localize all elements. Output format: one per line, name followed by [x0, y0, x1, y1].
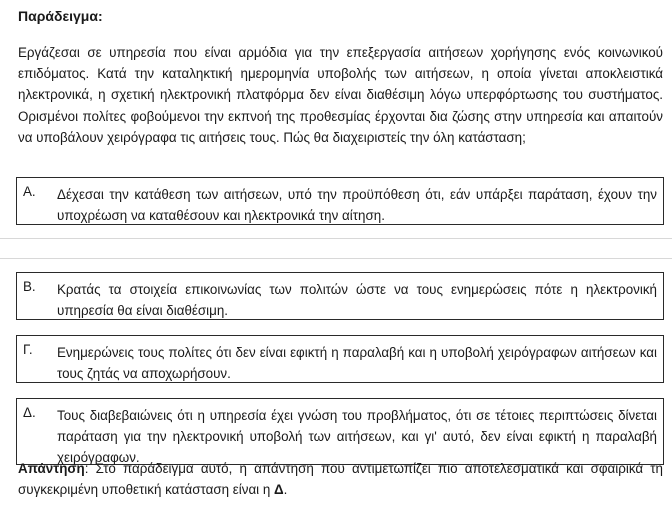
option-text: Τους διαβεβαιώνεις ότι η υπηρεσία έχει γνώση του προβλήματος, ότι σε τέτοιες περιπτώσεις δίνεται παράταση για την ηλεκτρονική υποβολή των αιτήσεων, και γι' αυτό, δεν είναι εφικτή η παραλαβή χειρόγραφων.: [57, 408, 657, 465]
option-letter: Δ.: [23, 405, 36, 420]
option-box-a[interactable]: [16, 177, 664, 225]
answer-end: .: [283, 482, 288, 498]
answer-paragraph: [18, 458, 663, 501]
option-box-b[interactable]: [16, 272, 664, 320]
answer-letter: Δ: [274, 482, 284, 498]
scenario-paragraph: Εργάζεσαι σε υπηρεσία που είναι αρμόδια για την επεξεργασία αιτήσεων χορήγησης ενός κοινωνικού επιδόματος. Κατά την καταληκτική ημερομηνία υποβολής των αιτήσεων, η οποία γίνεται αποκλειστικά ηλεκτρονικά, η σχετική ηλεκτρονική πλατφόρμα δεν είναι διαθέσιμη λόγω υπερφόρτωσης του συστήματος. Ορισμένοι πολίτες φοβούμενοι την εκπνοή της προθεσμίας έρχονται δια ζώσης στην υπηρεσία και απαιτούν να υποβάλουν χειρόγραφα τις αιτήσεις τους. Πώς θα διαχειριστείς την όλη κατάσταση;: [18, 45, 663, 145]
divider: [0, 238, 672, 239]
option-letter: Β.: [23, 279, 36, 294]
option-text: Ενημερώνεις τους πολίτες ότι δεν είναι εφικτή η παραλαβή και η υποβολή χειρόγραφων αιτήσεων και τους ζητάς να αποχωρήσουν.: [57, 345, 657, 381]
divider: [0, 258, 672, 259]
answer-label: Απάντηση: [18, 461, 85, 476]
option-letter: Α.: [23, 184, 36, 199]
example-heading: Παράδειγμα:: [18, 8, 103, 24]
option-letter: Γ.: [23, 342, 33, 357]
option-box-d[interactable]: [16, 398, 664, 465]
option-box-c[interactable]: [16, 335, 664, 383]
answer-text: : Στο παράδειγμα αυτό, η απάντηση που αντιμετωπίζει πιο αποτελεσματικά και σφαιρικά τη συγκεκριμένη υποθετική κατάσταση είναι η: [18, 461, 663, 498]
option-text: Δέχεσαι την κατάθεση των αιτήσεων, υπό την προϋπόθεση ότι, εάν υπάρξει παράταση, έχουν την υποχρέωση να καταθέσουν και ηλεκτρονικά την αίτηση.: [57, 187, 657, 223]
option-text: Κρατάς τα στοιχεία επικοινωνίας των πολιτών ώστε να τους ενημερώσεις πότε η ηλεκτρονική υπηρεσία θα είναι διαθέσιμη.: [57, 282, 657, 318]
